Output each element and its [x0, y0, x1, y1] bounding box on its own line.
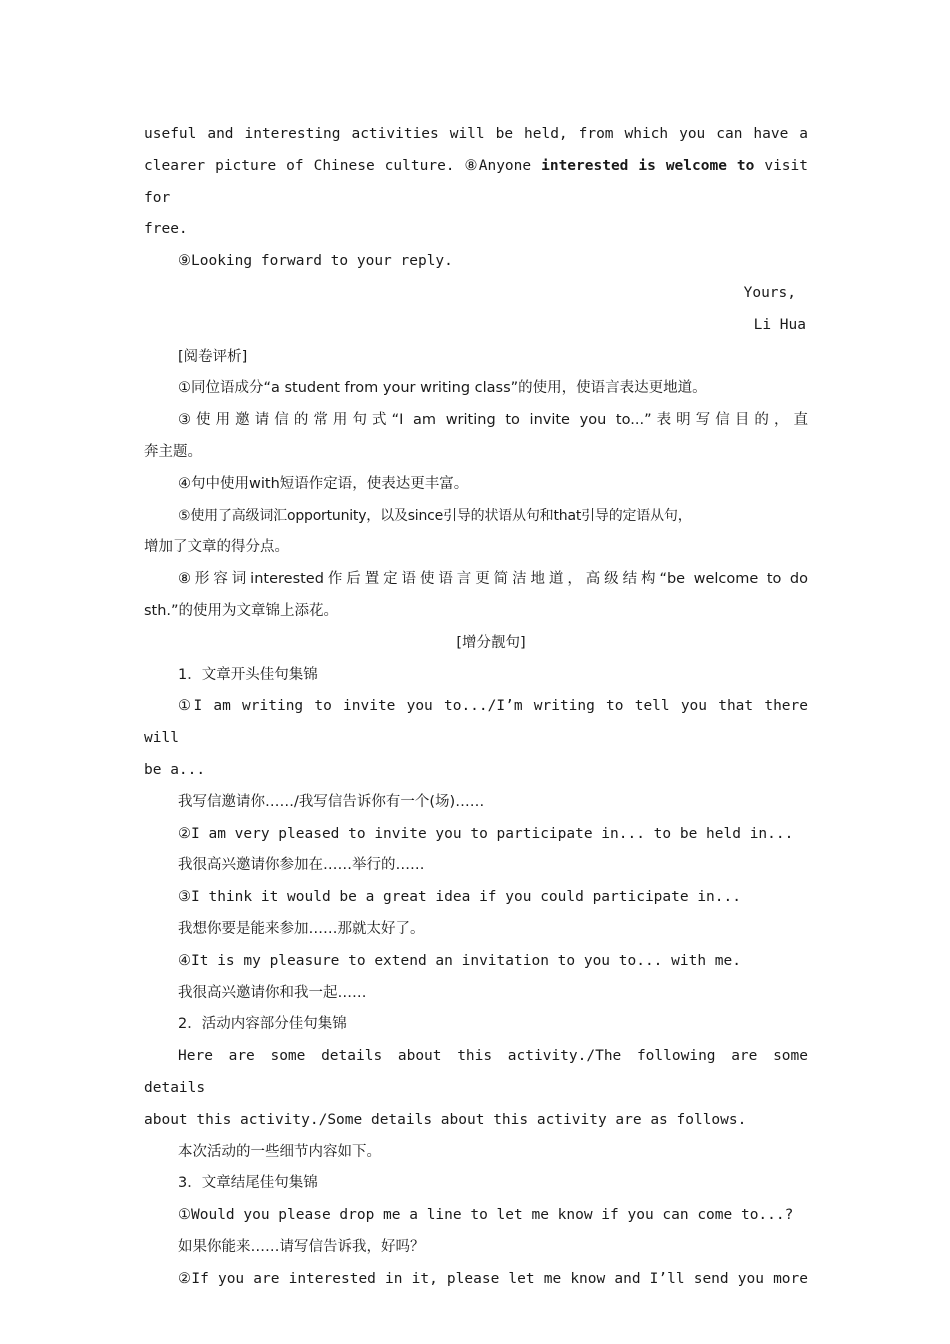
review-item: ⑧形容词interested作后置定语使语言更简洁地道，高级结构“be welcome to do [178, 571, 808, 588]
review-item: sth.”的使用为文章锦上添花。 [144, 602, 339, 619]
review-heading: [阅卷评析] [178, 348, 248, 365]
example-sentence: ②I am very pleased to invite you to participate in... to be held in... [178, 825, 794, 842]
highlighted-phrase: interested is welcome to [541, 157, 755, 174]
review-item: ⑤使用了高级词汇opportunity，以及since引导的状语从句和that引导的定语从句， [178, 507, 692, 524]
translation: 我想你要是能来参加……那就太好了。 [178, 920, 425, 937]
example-sentence: ①I am writing to invite you to.../I’m writing to tell you that there will [144, 698, 808, 747]
letter-line: free. [144, 221, 188, 238]
review-item: ①同位语成分“a student from your writing class”的使用，使语言表达更地道。 [178, 380, 707, 397]
translation: 我很高兴邀请你和我一起…… [178, 984, 367, 1001]
section-title: 3．文章结尾佳句集锦 [178, 1175, 318, 1192]
review-item: ③使用邀请信的常用句式“I am writing to invite you to...”表明写信目的，直 [178, 412, 808, 429]
example-sentence: Here are some details about this activity./The following are some details [144, 1048, 808, 1096]
letter-line: clearer picture of Chinese culture. ⑧Anyone interested is welcome to visit for [144, 157, 808, 206]
translation: 我写信邀请你……/我写信告诉你有一个(场)…… [178, 793, 485, 810]
example-sentence: ②If you are interested in it, please let me know and I’ll send you more [178, 1270, 808, 1287]
letter-signature: Li Hua [753, 316, 806, 333]
document-page [144, 119, 808, 1295]
translation: 本次活动的一些细节内容如下。 [178, 1143, 381, 1160]
section-title: 2．活动内容部分佳句集锦 [178, 1016, 347, 1033]
review-item: 奔主题。 [144, 443, 202, 460]
section-title: 1．文章开头佳句集锦 [178, 666, 318, 683]
letter-line: ⑨Looking forward to your reply. [178, 253, 453, 270]
review-item: 增加了文章的得分点。 [144, 539, 289, 556]
translation: 如果你能来……请写信告诉我，好吗？ [178, 1238, 425, 1255]
example-sentence: about this activity./Some details about this activity are as follows. [144, 1111, 747, 1128]
example-sentence: ③I think it would be a great idea if you could participate in... [178, 889, 741, 906]
example-sentence: ①Would you please drop me a line to let me know if you can come to...? [178, 1207, 794, 1224]
translation: 我很高兴邀请你参加在……举行的…… [178, 857, 425, 874]
example-sentence: be a... [144, 761, 206, 778]
example-sentence: ④It is my pleasure to extend an invitation to you to... with me. [178, 952, 741, 969]
sentences-heading: [增分靓句] [456, 634, 526, 651]
review-item: ④句中使用with短语作定语，使表达更丰富。 [178, 475, 469, 492]
letter-line: useful and interesting activities will be held, from which you can have a [144, 126, 808, 142]
letter-closing: Yours, [743, 284, 796, 301]
